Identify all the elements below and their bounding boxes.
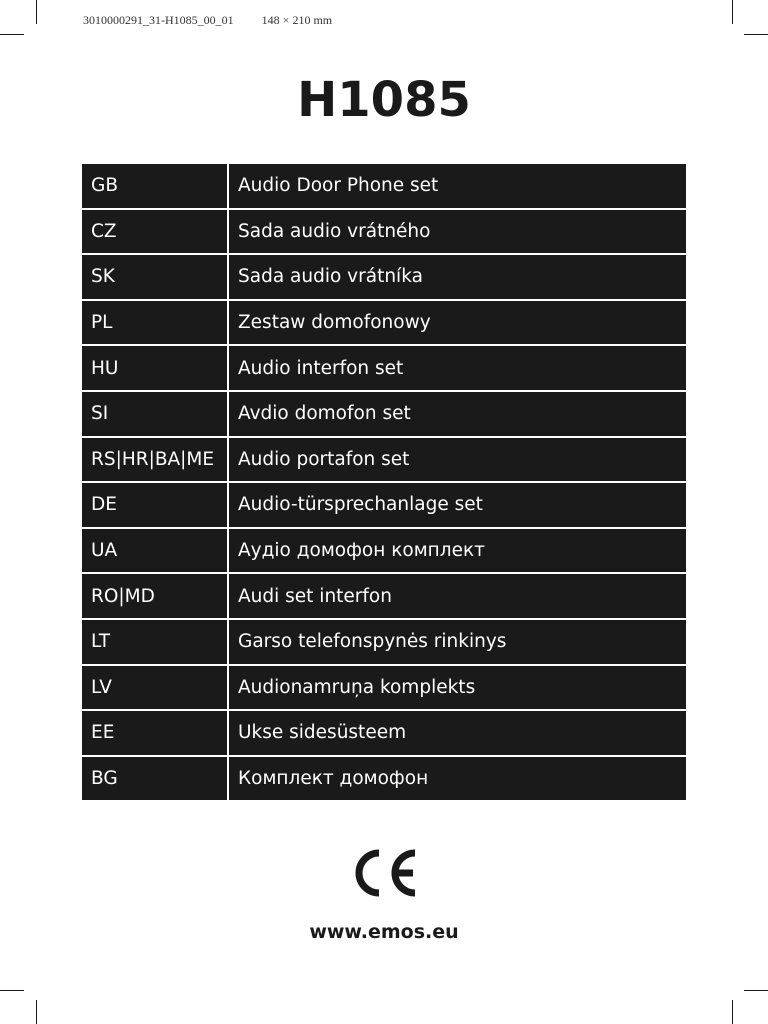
file-id: 3010000291_31-H1085_00_01 <box>83 13 234 27</box>
page-size: 148 × 210 mm <box>261 13 333 27</box>
table-row <box>82 529 686 573</box>
product-name-translation: Audio Door Phone set <box>229 164 686 208</box>
table-row <box>82 255 686 299</box>
product-name-translation: Ukse sidesüsteem <box>229 711 686 755</box>
language-code: GB <box>82 164 227 208</box>
table-row <box>82 301 686 345</box>
language-code: UA <box>82 529 227 573</box>
product-name-translation: Zestaw domofonowy <box>229 301 686 345</box>
crop-mark-bottom-right-vertical <box>732 1000 733 1024</box>
language-code: CZ <box>82 210 227 254</box>
language-code: LT <box>82 620 227 664</box>
table-row <box>82 711 686 755</box>
table-row <box>82 438 686 482</box>
product-title: H1085 <box>297 72 471 128</box>
print-metadata <box>83 13 332 28</box>
language-code: BG <box>82 757 227 801</box>
language-code: DE <box>82 483 227 527</box>
crop-mark-top-left-horizontal <box>0 34 24 35</box>
product-name-translation: Аудіо домофон комплект <box>229 529 686 573</box>
website-link[interactable]: www.emos.eu <box>309 921 459 943</box>
table-row <box>82 164 686 208</box>
product-name-translation: Audionamruņa komplekts <box>229 666 686 710</box>
table-row <box>82 210 686 254</box>
crop-mark-top-left-vertical <box>36 0 37 24</box>
product-name-translation: Avdio domofon set <box>229 392 686 436</box>
crop-mark-bottom-right-horizontal <box>744 990 768 991</box>
language-code: HU <box>82 346 227 390</box>
language-code: LV <box>82 666 227 710</box>
language-table <box>82 164 686 802</box>
product-name-translation: Audio-türsprechanlage set <box>229 483 686 527</box>
crop-mark-top-right-horizontal <box>744 34 768 35</box>
table-row <box>82 483 686 527</box>
language-code: SI <box>82 392 227 436</box>
product-name-translation: Audi set interfon <box>229 574 686 618</box>
table-row <box>82 666 686 710</box>
table-row <box>82 574 686 618</box>
language-code: RS|HR|BA|ME <box>82 438 227 482</box>
crop-mark-bottom-left-vertical <box>36 1000 37 1024</box>
product-name-translation: Sada audio vrátného <box>229 210 686 254</box>
crop-mark-top-right-vertical <box>732 0 733 24</box>
product-name-translation: Sada audio vrátníka <box>229 255 686 299</box>
language-code: SK <box>82 255 227 299</box>
table-row <box>82 757 686 801</box>
table-row <box>82 620 686 664</box>
product-name-translation: Garso telefonspynės rinkinys <box>229 620 686 664</box>
language-code: RO|MD <box>82 574 227 618</box>
table-row <box>82 346 686 390</box>
table-row <box>82 392 686 436</box>
language-code: EE <box>82 711 227 755</box>
language-code: PL <box>82 301 227 345</box>
product-name-translation: Audio interfon set <box>229 346 686 390</box>
product-name-translation: Комплект домофон <box>229 757 686 801</box>
ce-mark-icon <box>349 848 419 898</box>
product-name-translation: Audio portafon set <box>229 438 686 482</box>
crop-mark-bottom-left-horizontal <box>0 990 24 991</box>
